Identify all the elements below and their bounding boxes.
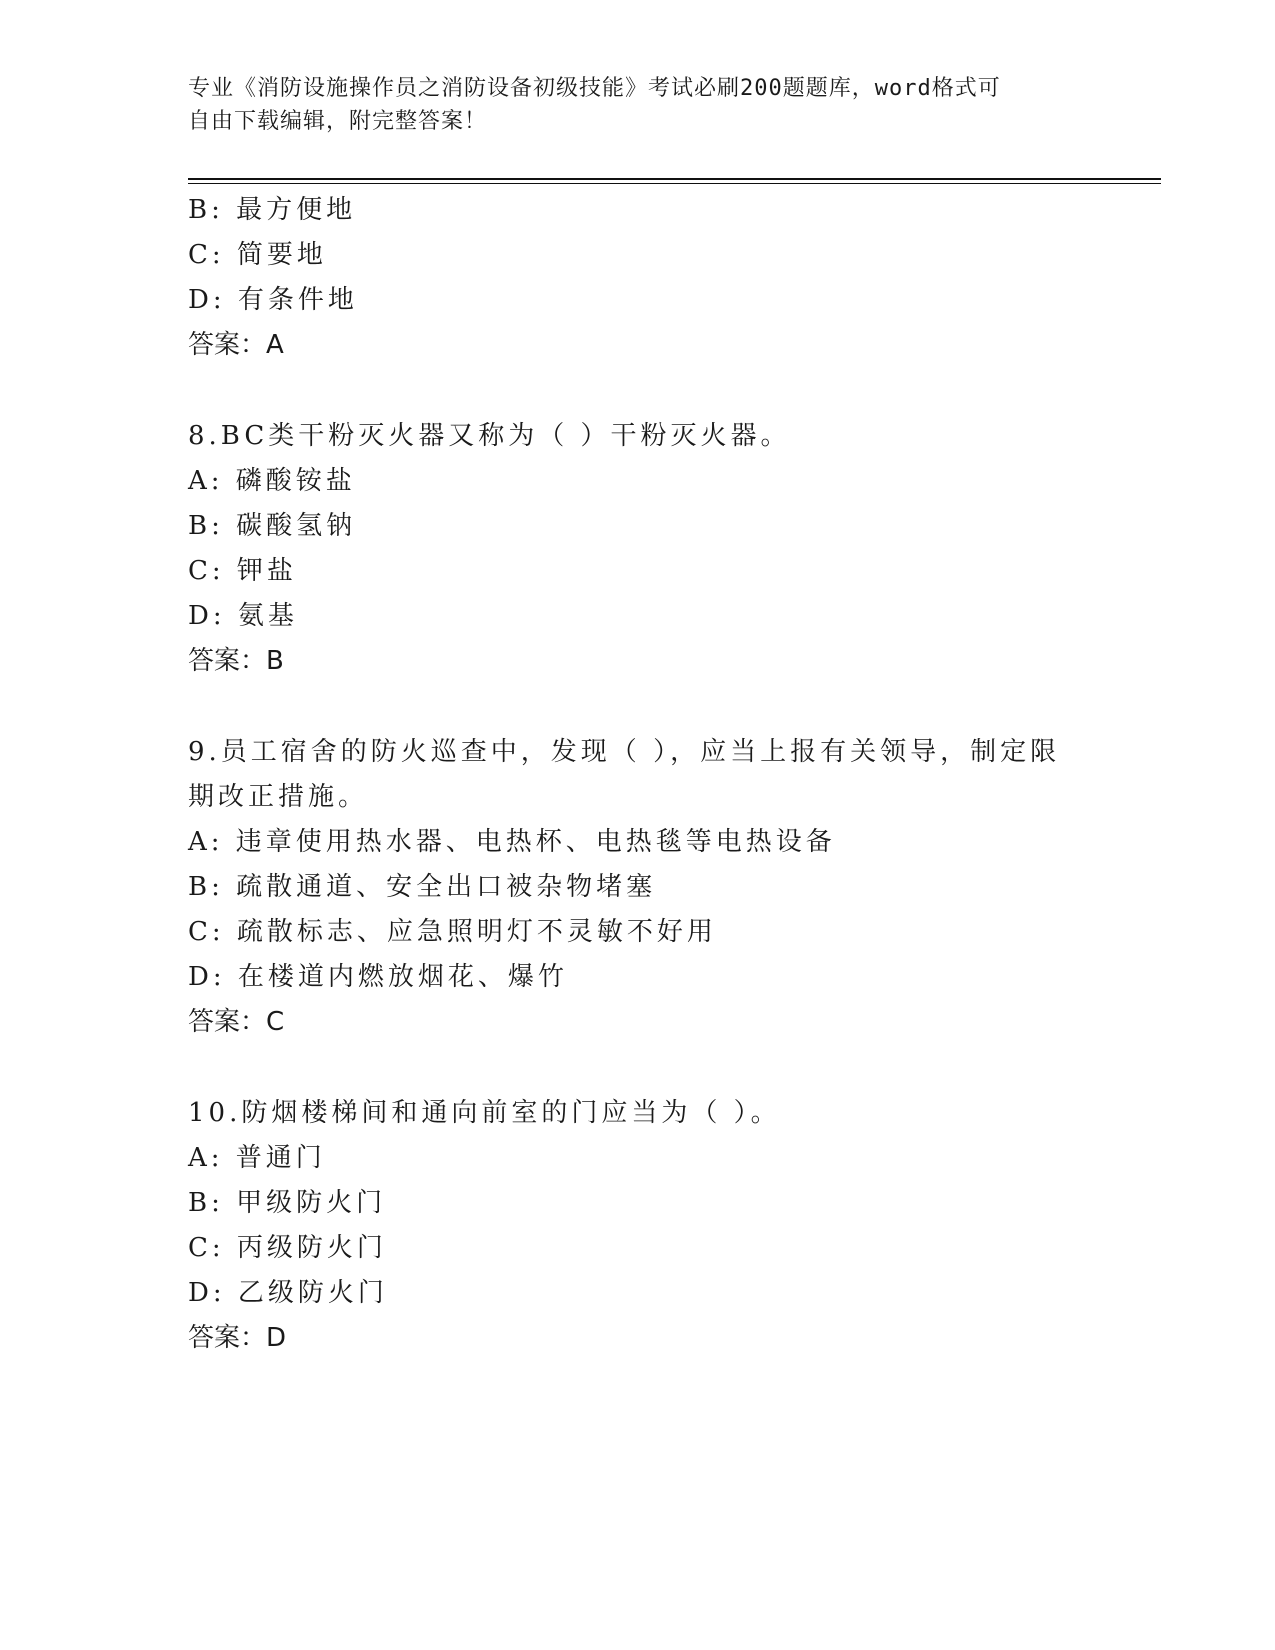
q10-option-c: C: 丙级防火门	[188, 1233, 387, 1263]
q9-answer: 答案：C	[188, 1007, 285, 1037]
q10-question: 10.防烟楼梯间和通向前室的门应当为（ ）。	[188, 1098, 781, 1128]
header-divider-thick	[188, 178, 1161, 180]
header-line-2: 自由下载编辑，附完整答案！	[188, 109, 488, 134]
q9-question-line-1: 9.员工宿舍的防火巡查中，发现（ ），应当上报有关领导，制定限	[188, 737, 1061, 767]
header-divider-thin	[188, 183, 1161, 184]
q8-answer: 答案：B	[188, 646, 284, 676]
document-header	[188, 72, 1068, 138]
q9-question-line-2: 期改正措施。	[188, 782, 369, 812]
q8-option-c: C: 钾盐	[188, 556, 297, 586]
q7-option-d: D: 有条件地	[188, 285, 358, 315]
q8-option-a: A: 磷酸铵盐	[188, 466, 356, 496]
q7-answer: 答案：A	[188, 330, 284, 360]
q10-option-d: D: 乙级防火门	[188, 1278, 388, 1308]
q9-option-b: B: 疏散通道、安全出口被杂物堵塞	[188, 872, 657, 902]
q10-answer: 答案：D	[188, 1323, 287, 1353]
q10-option-a: A: 普通门	[188, 1143, 326, 1173]
q9-option-c: C: 疏散标志、应急照明灯不灵敏不好用	[188, 917, 717, 947]
q8-question: 8.BC类干粉灭火器又称为（ ）干粉灭火器。	[188, 421, 791, 451]
q10-option-b: B: 甲级防火门	[188, 1188, 387, 1218]
q9-option-d: D: 在楼道内燃放烟花、爆竹	[188, 962, 568, 992]
header-line-1: 专业《消防设施操作员之消防设备初级技能》考试必刷200题题库，word格式可	[188, 76, 1001, 101]
q8-option-d: D: 氨基	[188, 601, 298, 631]
q7-option-b: B: 最方便地	[188, 195, 357, 225]
q9-option-a: A: 违章使用热水器、电热杯、电热毯等电热设备	[188, 827, 836, 857]
q7-option-c: C: 简要地	[188, 240, 327, 270]
q8-option-b: B: 碳酸氢钠	[188, 511, 357, 541]
